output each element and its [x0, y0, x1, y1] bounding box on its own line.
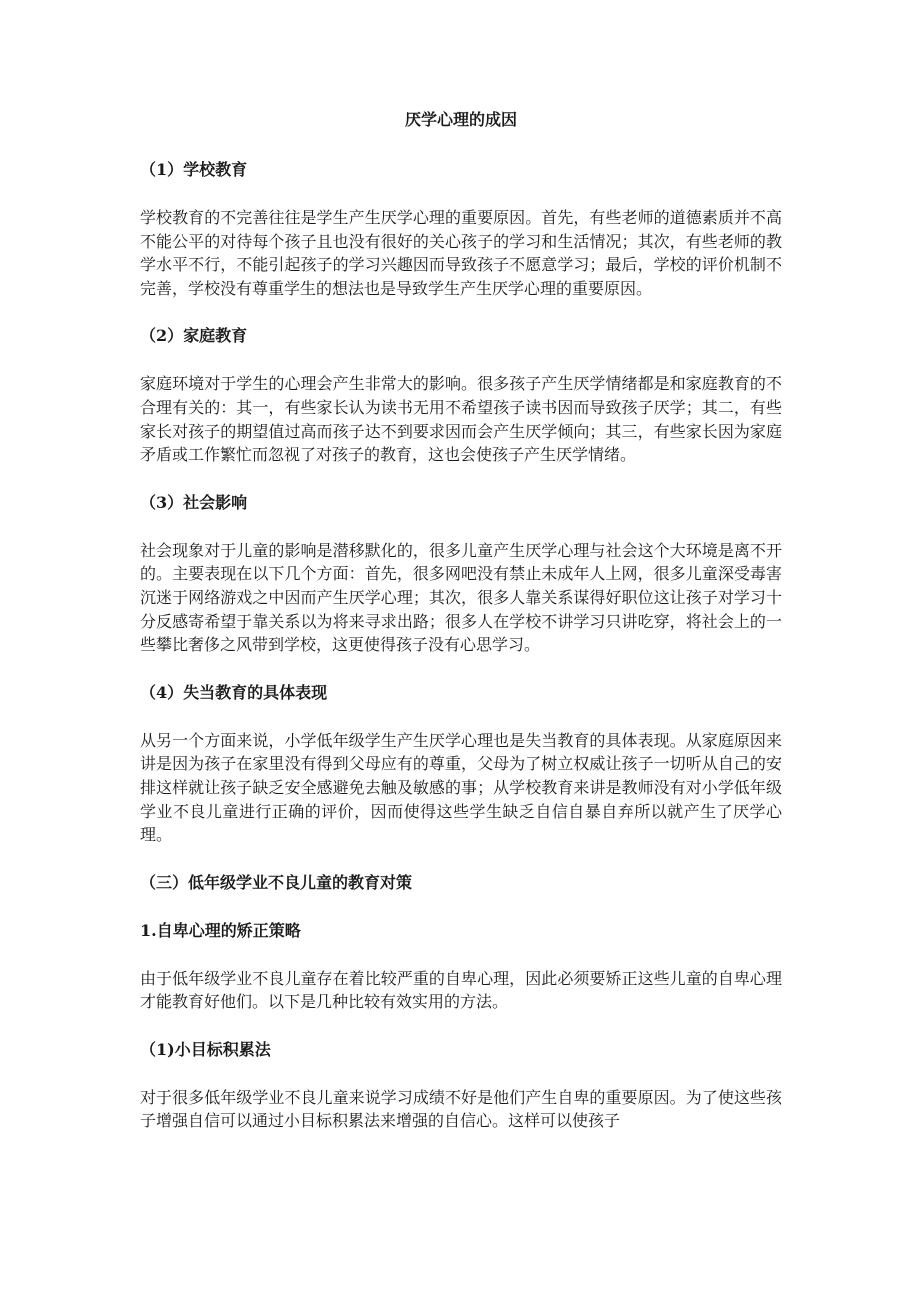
section-small-goal-method [140, 1038, 782, 1133]
section-paragraph: 家庭环境对于学生的心理会产生非常大的影响。很多孩子产生厌学情绪都是和家庭教育的不合理有关的：其一，有些家长认为读书无用不希望孩子读书因而导致孩子厌学；其二，有些家长对孩子的期望值过高而孩子达不到要求因而会产生厌学倾向；其三，有些家长因为家庭矛盾或工作繁忙而忽视了对孩子的教育，这也会使孩子产生厌学情绪。 [140, 374, 782, 465]
section-education-strategies [140, 871, 782, 895]
section-school-education [140, 158, 782, 300]
section-paragraph: 从另一个方面来说，小学低年级学生产生厌学心理也是失当教育的具体表现。从家庭原因来讲是因为孩子在家里没有得到父母应有的尊重，父母为了树立权威让孩子一切听从自己的安排这样就让孩子缺乏安全感避免去触及敏感的事；从学校教育来讲是教师没有对小学低年级学业不良儿童进行正确的评价，因而使得这些学生缺乏自信自暴自弃所以就产生了厌学心理。 [140, 730, 782, 845]
section-heading: （4）失当教育的具体表现 [140, 682, 328, 702]
section-improper-education [140, 681, 782, 847]
section-heading: （1)小目标积累法 [140, 1039, 271, 1059]
section-social-influence [140, 491, 782, 657]
section-heading: （3）社会影响 [140, 492, 248, 512]
section-heading: （2）家庭教育 [140, 326, 248, 346]
section-paragraph: 社会现象对于儿童的影响是潜移默化的，很多儿童产生厌学心理与社会这个大环境是离不开的。主要表现在以下几个方面：首先，很多网吧没有禁止未成年人上网，很多儿童深受毒害沉迷于网络游戏之中因而产生厌学心理；其次，很多人靠关系谋得好职位这让孩子对学习十分反感寄希望于靠关系以为将来寻求出路；很多人在学校不讲学习只讲吃穿，将社会上的一些攀比奢侈之风带到学校，这更使得孩子没有心思学习。 [140, 540, 782, 655]
section-heading: （三）低年级学业不良儿童的教育对策 [140, 872, 413, 892]
section-family-education [140, 324, 782, 466]
section-heading: 1.自卑心理的矫正策略 [140, 920, 301, 940]
section-paragraph: 学校教育的不完善往往是学生产生厌学心理的重要原因。首先，有些老师的道德素质并不高不能公平的对待每个孩子且也没有很好的关心孩子的学习和生活情况；其次，有些老师的教学水平不行，不能引起孩子的学习兴趣因而导致孩子不愿意学习；最后，学校的评价机制不完善，学校没有尊重学生的想法也是导致学生产生厌学心理的重要原因。 [140, 208, 782, 298]
document-title: 厌学心理的成因 [404, 110, 517, 129]
section-paragraph: 对于很多低年级学业不良儿童来说学习成绩不好是他们产生自卑的重要原因。为了使这些孩子增强自信可以通过小目标积累法来增强的自信心。这样可以使孩子 [140, 1087, 782, 1131]
document-page [140, 108, 782, 1157]
section-paragraph: 由于低年级学业不良儿童存在着比较严重的自卑心理，因此必须要矫正这些儿童的自卑心理才能教育好他们。以下是几种比较有效实用的方法。 [140, 968, 782, 1012]
section-inferiority-correction [140, 919, 782, 1014]
section-heading: （1）学校教育 [140, 160, 248, 179]
